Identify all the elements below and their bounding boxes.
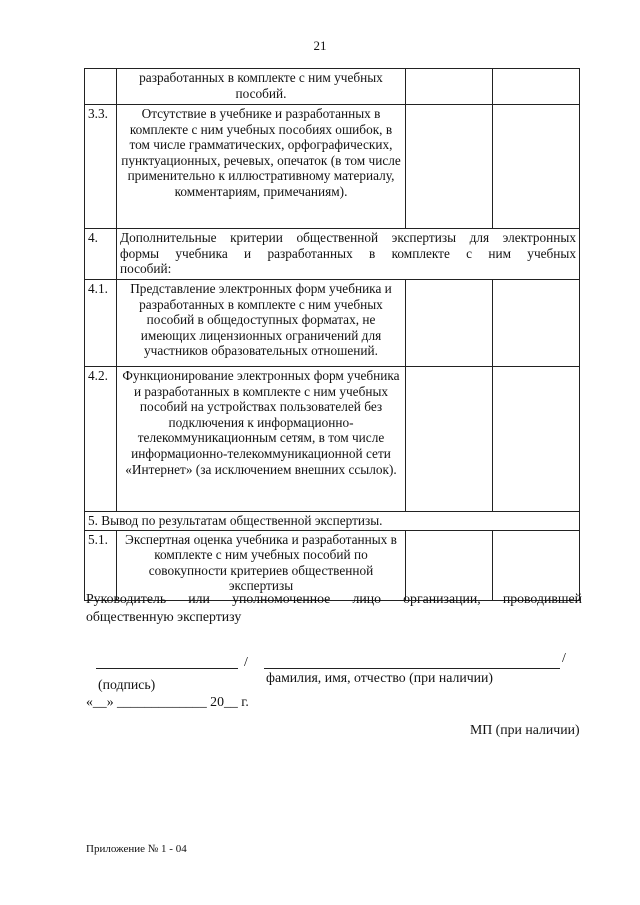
score-cell [406,105,493,229]
page-number: 21 [313,38,327,53]
row-number [85,69,117,105]
signer-line: Руководитель или уполномоченное лицо организации, проводившей [86,591,582,606]
name-slash: / [562,651,566,666]
row-number: 4. [85,229,117,280]
comment-cell [493,69,580,105]
criterion-line: пособий: [120,261,172,277]
criterion-text: разработанных в комплекте с ним учебных пособий. [117,69,406,105]
signer-statement [86,590,582,626]
table-row [85,512,580,531]
row-number: 4.1. [85,280,117,367]
table-row [85,280,580,367]
signature-slash: / [244,655,248,670]
score-cell [406,69,493,105]
comment-cell [493,105,580,229]
comment-cell [493,280,580,367]
criterion-line: формы учебника и разработанных в комплекте с ним учебных [120,245,576,261]
criterion-text [117,229,580,280]
criterion-text: Функционирование электронных форм учебника и разработанных в комплекте с ним учебных пособий на устройствах пользователей без подключения к информационно-телекоммуникационным сетям, в том числе информационно-телекоммуникационной сети «Интернет» (за исключением внешних ссылок). [117,367,406,512]
signer-line: общественную экспертизу [86,609,242,624]
name-line [264,668,560,669]
comment-cell [493,367,580,512]
row-number: 3.3. [85,105,117,229]
score-cell [406,367,493,512]
criterion-text: Представление электронных форм учебника и разработанных в комплекте с ним учебных пособий в общедоступных форматах, не имеющих лицензионных ограничений для участников образовательных отношений. [117,280,406,367]
section-heading: 5. Вывод по результатам общественной экспертизы. [85,512,580,531]
table-row [85,367,580,512]
score-cell [406,280,493,367]
table-row [85,229,580,280]
date-field: «__» _____________ 20__ г. [86,694,249,709]
criterion-text: Отсутствие в учебнике и разработанных в комплекте с ним учебных пособиях ошибок, в том числе грамматических, орфографических, пунктуационных, речевых, опечаток (в том числе применительно к иллюстративному материалу, комментариям, примечаниям). [117,105,406,229]
appendix-footer: Приложение № 1 - 04 [86,843,187,855]
row-number: 4.2. [85,367,117,512]
criterion-line: Дополнительные критерии общественной экспертизы для электронных [120,230,576,245]
row-number: 5.1. [85,530,117,600]
seal-label: МП (при наличии) [470,722,580,737]
name-label: фамилия, имя, отчество (при наличии) [266,670,494,685]
table-row [85,69,580,105]
signature-line [96,668,238,669]
signature-label: (подпись) [98,677,156,692]
table-row [85,105,580,229]
criterion-text: Экспертная оценка учебника и разработанных в комплекте с ним учебных пособий по совокупности критериев общественной экспертизы [117,530,406,600]
criteria-table [84,68,580,601]
